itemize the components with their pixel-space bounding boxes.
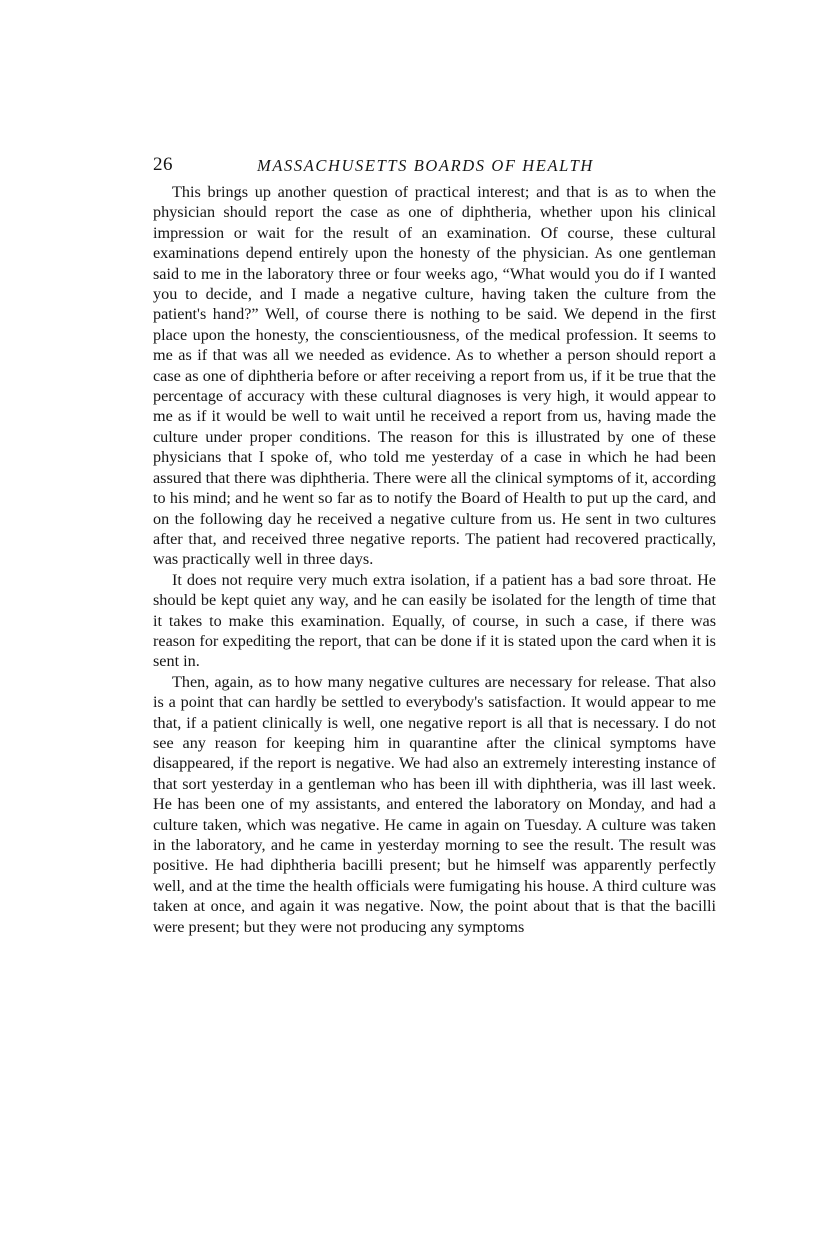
page-header xyxy=(153,152,716,182)
paragraph: It does not require very much extra isolation, if a patient has a bad sore throat. He should be kept quiet any way, and he can easily be isolated for the length of time that it takes to make this examination. Equally, of course, in such a case, if there was reason for expediting the report, that can be done if it is stated upon the card when it is sent in. xyxy=(153,570,716,671)
paragraph: This brings up another question of practical interest; and that is as to when the physician should report the case as one of diphtheria, whether upon his clinical impression or wait for the result of an examination. Of course, these cultural examinations depend entirely upon the honesty of the physician. As one gentleman said to me in the laboratory three or four weeks ago, “What would you do if I wanted you to decide, and I made a negative culture, having taken the culture from the patient's hand?” Well, of course there is nothing to be said. We depend in the first place upon the honesty, the conscientiousness, of the medical profession. It seems to me as if that was all we needed as evidence. As to whether a person should report a case as one of diphtheria before or after receiving a report from us, if it be true that the percentage of accuracy with these cultural diagnoses is very high, it would appear to me as if it would be well to wait until he received a report from us, having made the culture under proper conditions. The reason for this is illustrated by one of these physicians that I spoke of, who told me yesterday of a case in which he had been assured that there was diphtheria. There were all the clinical symptoms of it, according to his mind; and he went so far as to notify the Board of Health to put up the card, and on the following day he received a negative culture from us. He sent in two cultures after that, and received three negative reports. The patient had recovered practically, was practically well in three days. xyxy=(153,183,716,569)
text-body xyxy=(153,182,716,937)
paragraph: Then, again, as to how many negative cultures are necessary for release. That also is a point that can hardly be settled to everybody's satisfaction. It would appear to me that, if a patient clinically is well, one negative report is all that is necessary. I do not see any reason for keeping him in quarantine after the clinical symptoms have disappeared, if the report is negative. We had also an extremely interesting instance of that sort yesterday in a gentleman who has been ill with diphtheria, was ill last week. He has been one of my assistants, and entered the laboratory on Monday, and had a culture taken, which was negative. He came in again on Tuesday. A culture was taken in the laboratory, and he came in yesterday morning to see the result. The result was positive. He had diphtheria bacilli present; but he himself was apparently perfectly well, and at the time the health officials were fumigating his house. A third culture was taken at once, and again it was negative. Now, the point about that is that the bacilli were present; but they were not producing any symptoms xyxy=(153,672,716,936)
running-title: MASSACHUSETTS BOARDS OF HEALTH xyxy=(257,156,594,175)
page-number: 26 xyxy=(153,154,173,175)
book-page xyxy=(153,152,716,937)
